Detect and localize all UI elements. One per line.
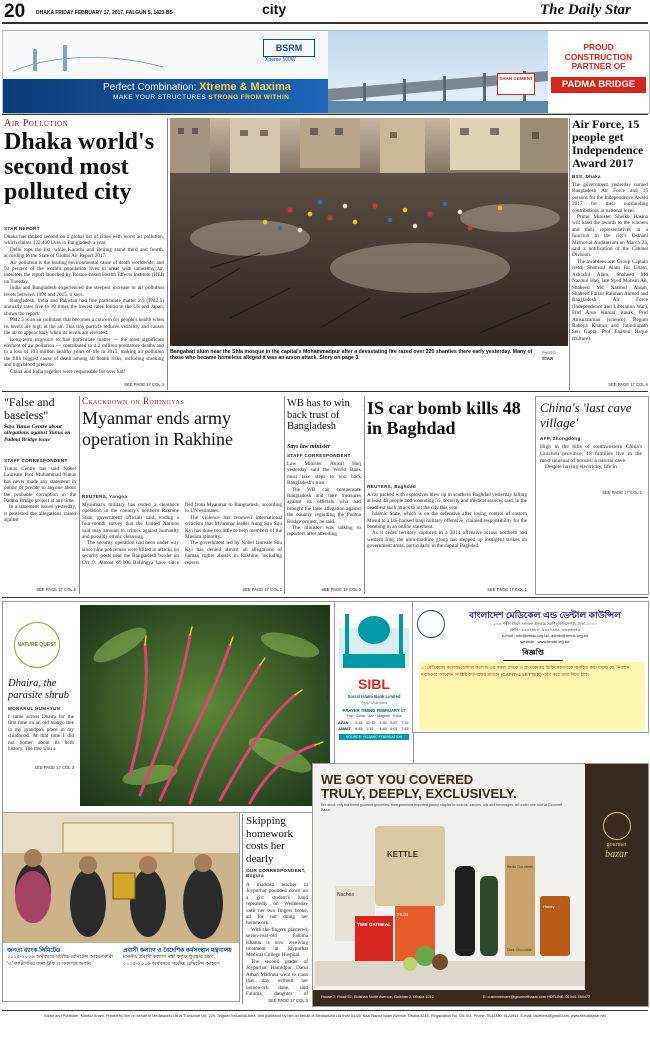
sibl-mosque-art <box>335 606 413 676</box>
wb-more[interactable]: SEE PAGE 17 COL 3 <box>321 587 361 592</box>
homework-more[interactable]: SEE PAGE 17 COL 3 <box>268 998 308 1003</box>
award-caption-left-title: জনতা ব্যাংক লিমিটেড <box>7 948 61 954</box>
award-caption-right-title: প্রবাসী কল্যাণ ও বৈদেশিক কর্মসংস্থান মন্ত্রণালয় <box>123 948 232 954</box>
lead-p4: India and Bangladesh experienced the steepest increase in air pollution levels between 1990 and 2015, it says. <box>4 285 164 298</box>
cave-more[interactable]: SEE PAGE 17 COL 1 <box>602 490 642 495</box>
baghdad-byline: REUTERS, Baghdad <box>367 484 416 489</box>
ad-bottom-rule <box>2 114 648 115</box>
ad-subline-b: STRONG FROM WITHIN <box>208 94 290 101</box>
baghdad-p2: Islamic State, which is on the defensive after losing control of eastern Mosul to a US-backed Iraqi military offensive, claimed responsibility for the bombing in an online statement. <box>367 511 527 531</box>
dhaira-shrub-photo[interactable] <box>80 605 330 806</box>
prayer-cell: 12:35 <box>366 721 376 725</box>
dental-notice-heading: বিজ্ঞপ্তি <box>503 648 563 661</box>
homework-headline[interactable]: Skipping homework costs her dearly <box>246 815 294 865</box>
award-headline[interactable]: Air Force, 15 people get Independence Award 2017 <box>572 117 644 170</box>
proud-line-3: PARTNER OF <box>571 61 626 71</box>
bazar-logo-2: bazar <box>605 849 628 860</box>
cave-byline: AFP, Zhongdong <box>540 436 581 441</box>
prayer-table <box>337 720 411 732</box>
bazar-logo-panel <box>585 764 648 1006</box>
slum-fire-photo[interactable] <box>170 118 568 346</box>
wb-p1: Law Minister Anisul Huq yesterday said the World Bank must take steps to win back Bangladesh's trust. <box>287 461 361 487</box>
award-p1: The government yesterday named Bangladesh Air Force and 15 persons for the Independence Award 2017 for their outstanding contributions at national level. <box>572 182 648 214</box>
rohingya-more[interactable]: SEE PAGE 17 COL 1 <box>242 587 282 592</box>
cave-body <box>540 444 642 504</box>
sibl-tagline: Trust Unlimited <box>360 700 388 705</box>
bazar-product-nachos: Nachos <box>337 892 354 898</box>
photo-caption: Bangabari slum near the Shia mosque in the capital's Mohammadpur after a devastating fire razed over 220 shanties there early yesterday. Many of those who became homeless alleged it was an arson attack. Story on page 3. <box>170 349 533 362</box>
paper-name: The Daily Star <box>540 2 631 18</box>
shrub-headline[interactable]: Dhaira, the parasite shrub <box>8 678 69 701</box>
shrub-p1: I came across Dhaira for the first time on an old mango tree in my grandpa's place in my childhood. At that time I did not bother about its herb history. The tree won a <box>8 714 74 753</box>
bazar-logo-1: gourmet <box>606 842 627 848</box>
dental-email: e-mail : info@bmdc.org.bd, admin@bmdc.org.bd <box>501 633 589 638</box>
footer-imprint: Editor and Publisher: Mahfuz Anam. Printed by him on behalf of Mediaworld Ltd at Transcraft Ltd, 229, Tejgaon Industrial Area, and published by him on behalf of Mediaworld Ltd from 64-65, Kazi Nazrul Islam Avenue, Dhaka-1215. Registration No. DA 781. Phone: 9144330, 8124944. E-mail: dsletters@gmail.com. www.thedailystar.net <box>44 1014 606 1018</box>
dhaira-shrub-art <box>80 605 330 806</box>
rohingya-body <box>82 502 282 586</box>
lead-p1: Dhaka has ranked second on a global list of cities with worst air pollution, which claims 122,400 lives in Bangladesh a year. <box>4 234 164 247</box>
award-more[interactable]: SEE PAGE 17 COL 6 <box>608 382 648 387</box>
lead-p3: Air pollution is the leading environmental cause of death worldwide, and 92 percent of the world's population lives in areas with unhealthy air, monitors the report launched by Boston-based Health Effects Institute (HEI) on Tuesday. <box>4 259 164 285</box>
false-headline[interactable]: "False and baseless" <box>4 395 55 422</box>
bazar-product-oatmeal: TIME OATMEAL <box>357 922 391 927</box>
shrub-more[interactable]: SEE PAGE 17 COL 3 <box>34 765 74 770</box>
ad-tagline-products: Xtreme & Maxima <box>199 81 291 93</box>
bazar-logo-mark <box>603 812 631 840</box>
masthead-rule <box>2 22 648 24</box>
cave-p1: High in the hills of southwestern China's Guizhou province, 18 families live in the most unusual of houses: a natural cave. <box>540 444 642 464</box>
bazar-product-kettle: KETTLE <box>387 850 419 859</box>
prayer-note: Fajr · Zohar · Asr · Maghrib · Esha <box>346 714 402 718</box>
shah-cement-logo: SHAH CEMENT <box>497 73 535 95</box>
dental-phones: ফোন : ৯৩৩৭৮৮৮, ৯৩৩৭৩৫৯, ৯৩৩৬৩৫৯ <box>509 627 581 632</box>
cave-p2: Despite having electricity, life in <box>545 464 617 471</box>
baghdad-more[interactable]: SEE PAGE 17 COL 1 <box>487 587 527 592</box>
award-byline: BSS, Dhaka <box>572 174 601 179</box>
wb-subhead: Says law minister <box>287 444 331 450</box>
rohingya-byline: REUTERS, Yangon <box>82 494 128 499</box>
lead-body <box>4 234 164 382</box>
dental-notice-body: ১। মেডিক্যাল কলেজ/ডেন্টাল কলেজ এর সকল স্নাতক ও স্নাতকোত্তর চিকিৎসকগণকে অবহিত করা যাচ্ছে যে, নিবন্ধন নবায়নের আবেদন সংশ্লিষ্ট কর্তৃপক্ষের মাধ্যমে (CAPITAL LETTER) পূরণ করে জমা দিতে হবে। <box>419 662 645 730</box>
homework-p2: With the fingers plastered, seven-year-old Fahima Khatun is now receiving treatment at Joypurhat Medical College Hospital. <box>246 926 308 959</box>
false-subhead: Says Yunus Centre about allegations against Yunus on Padma Bridge issue <box>4 424 71 443</box>
dental-logo <box>417 610 445 638</box>
bazar-headline-2: TRULY, DEEPLY, EXCLUSIVELY. <box>321 786 517 801</box>
homework-p1: A madrasa teacher in Joypurhat pounded down on a girl student's hand repeatedly on Wednesday until her two fingers broke, all for not doing her homework. <box>246 882 308 927</box>
award-body <box>572 182 648 382</box>
baghdad-headline[interactable]: IS car bomb kills 48 in Baghdad <box>367 398 521 438</box>
row-rule-2 <box>2 597 648 598</box>
homework-body <box>246 882 308 996</box>
false-byline: STAFF CORRESPONDENT <box>4 458 68 463</box>
rohingya-p1: Myanmar's military has ended a clearance operation in the country's northern Rakhine State, government officials said, ending a four-month survey that the United Nations said may amount to crimes against humanity and possibly ethnic cleansing. <box>82 502 179 541</box>
ad-tagline-prefix: Perfect Combination: <box>103 82 197 93</box>
col-divider-5 <box>364 396 365 594</box>
ad-subline <box>113 94 289 101</box>
shrub-byline: MONARUL HUMAYUN <box>8 706 61 711</box>
rohingya-p3: The violence has renewed international criticism that Myanmar leader Aung San Suu Kyi has done too little to help members of the Muslim minority. <box>185 514 282 541</box>
col-divider-4 <box>284 396 285 594</box>
lead-p5: Bangladesh, India and Pakistan had fine particulate matter 2.5 (PM2.5) annually rates five to 10 times the lowest rates found in the US and Japan, shows the report. <box>4 298 164 317</box>
photo-credit-label: PHOTO: <box>542 351 557 355</box>
bazar-products-art <box>315 816 585 986</box>
prayer-cell: 4:30 <box>379 721 387 725</box>
rohingya-headline[interactable]: Myanmar ends army operation in Rakhine <box>82 408 233 449</box>
prayer-cell: 5:15 <box>355 721 363 725</box>
section-title: city <box>262 1 287 17</box>
prayer-cell: JAMAT <box>338 727 351 731</box>
dateline: DHAKA FRIDAY FEBRUARY 17, 2017, FALGUN 5, 1423 BS <box>36 10 173 16</box>
sibl-logo: SIBL <box>358 676 390 692</box>
cave-headline[interactable]: China's 'last cave village' <box>540 400 632 430</box>
prayer-cell: AZAN <box>338 721 349 725</box>
proud-line-1: PROUD <box>583 42 614 52</box>
dental-website: website : www.bmdc.org.bd <box>520 639 570 644</box>
dental-address: ২০৩, শহীদ সৈয়দ নজরুল ইসলাম সরণি (বিজয়নগর), ঢাকা-১০০০ <box>492 621 598 626</box>
rohingya-kicker: Crackdown on Rohingyas <box>82 396 185 406</box>
lead-more[interactable]: SEE PAGE 17 COL 4 <box>124 382 164 387</box>
gourmet-bazar-ad[interactable] <box>312 763 649 1007</box>
ad-subline-a: MAKE YOUR STRUCTURES <box>113 94 207 101</box>
prayer-cell: 7:45 <box>401 727 409 731</box>
footer-rule <box>2 1010 648 1011</box>
homework-p3: The second grader of Joypurhat Hamidpur Darul Aman Madrasa went to class that day without her homework done, said Fahima, daughter of <box>246 958 308 996</box>
proud-partner-text <box>551 43 646 72</box>
lead-kicker: Air Pollution <box>4 118 69 129</box>
prayer-cell: 6:01 <box>390 727 398 731</box>
false-body <box>4 466 76 586</box>
homework-byline: OUR CORRESPONDENT, Bogura <box>246 868 306 878</box>
bazar-footer-contact: E: customercare@gourmetbazar.com HOTLINE: 01944-784477 <box>483 995 591 999</box>
rohingya-p4: The government led by Nobel laureate Suu Kyi has denied almost all allegations of human rights abuses in Rakhine, including reports <box>185 540 282 566</box>
proud-line-2: CONSTRUCTION <box>564 51 633 62</box>
lead-p6: PM2.5 is an air pollutant that becomes a concern for people's health when its levels are high in the air. This tiny particle reduces visibility and causes the air to appear hazy when its levels are elevated. <box>4 317 164 337</box>
lead-p8: China and India together were responsible for over half <box>10 368 125 375</box>
false-p1: Yunus Centre has said Nobel Laureate Prof Muhammad Yunus has never made any statement in public or private to anyone about the probable corruption in the Padma Bridge project at any time. <box>4 466 76 505</box>
shrub-body <box>8 714 74 764</box>
dental-council-title: বাংলাদেশ মেডিকেল এন্ড ডেন্টাল কাউন্সিল <box>469 610 621 620</box>
row-rule-1 <box>2 391 648 392</box>
col-divider-6 <box>242 814 243 1004</box>
wb-headline[interactable]: WB has to win back trust of Bangladesh <box>287 398 350 432</box>
rohingya-p2: The security operation had been under way since nine policemen were killed in attacks on security posts near the Bangladesh border on Oct 9. Almost 69,000 Rohingya have since fled from Myanmar to Bangladesh, according to UN estimates. <box>82 502 282 566</box>
prayer-cell: 5:45 <box>355 727 363 731</box>
dental-notice[interactable] <box>412 601 649 733</box>
bazar-footer <box>313 990 648 1006</box>
nature-quest-badge: NATURE QUEST <box>14 622 60 668</box>
col-divider-1 <box>167 118 168 390</box>
padma-bridge-badge: PADMA BRIDGE <box>551 77 646 93</box>
wb-p2: The WB can compensate Bangladesh and take measures against its officials who had brought the false allegation against the country regarding the Padma Bridge project, he said. <box>287 486 361 525</box>
wb-body <box>287 461 361 585</box>
lead-p7: Long-term exposure to fine particulate matter — the most significant element of air pollution — contributed to 4.2 million premature deaths and to a loss of 103 million healthy years of life in 2015, making air pollution the fifth biggest cause of death among all health risks, including smoking and high blood pressure. <box>4 336 164 369</box>
bsrm-ad[interactable] <box>2 30 650 114</box>
prayer-cell: 7:15 <box>401 721 409 725</box>
prayer-cell: 4:45 <box>379 727 387 731</box>
wb-byline: STAFF CORRESPONDENT <box>287 453 351 458</box>
bazar-product-chocolate: Dark Chocolate <box>507 948 532 952</box>
bsrm-sub: Xtreme 500W <box>265 57 296 63</box>
prayer-title: PRAYER TIMING FEBRUARY 17 <box>342 708 406 713</box>
false-p2: In a statement issued yesterday, it protested the allegations raised against <box>4 504 76 524</box>
bank-award-photo[interactable] <box>2 812 240 1002</box>
lead-p2: Delhi tops the list, while Karachi and Beijing stand third and fourth, according to the State of Global Air Report 2017. <box>4 246 164 260</box>
bazar-headline-1: WE GOT YOU COVERED <box>321 772 474 787</box>
baghdad-body <box>367 492 527 586</box>
sibl-full-name: Social Islami Bank Limited <box>347 694 401 699</box>
wb-p3: The minister was talking to reporters after attending <box>287 525 361 538</box>
bazar-product-oil: Avocado Oil <box>455 948 475 952</box>
prayer-source: SOURCE: ISLAMIC FOUNDATION <box>339 734 409 740</box>
bazar-product-honey: Honey <box>543 904 555 909</box>
prayer-cell: 5:57 <box>390 721 398 725</box>
shrub-photo-credit: PHOTO: MONARUL HUMAYUN <box>326 645 330 700</box>
col-divider-3 <box>79 396 80 594</box>
lead-headline[interactable]: Dhaka world's second most polluted city <box>4 129 155 205</box>
award-caption-right: মাননীয় প্রবাসী কল্যাণ মন্ত্রী কর্তৃক পুরস্কার গ্রহণ, ২০১৫-২০১৬ অর্থবছরে সর্বোচ্চ রেমিটেন্স আহরণ <box>123 954 220 967</box>
award-p2: Prime Minister Sheikh Hasina will hand the awards to the winners and their representatives at a function in the city's Osmani Memorial Auditorium on March 23, said a notification of the Cabinet Division. <box>572 214 648 259</box>
lead-byline: STAR REPORT <box>4 226 40 231</box>
bazar-footer-address: House 7, Road 52, Gulshan North Avenue, Gulshan 2, Dhaka 1212 <box>321 995 434 999</box>
award-p3: The awardees are: Group Captain (retd) Shamsul Alam Bir Uttam, Ashraful Alam, Shaheed Md Nazmul Haq, late Syed Mohsin Ali, Shaheed Md Nazmul Ahsan, Shaheed Faizur Rahman Ahmed and Bangladesh Air Force (Independence and Liberation War), Prof Arun Kumar Basak, Prof Anisuzzaman (science), Begum Rabeya Khatun and Jatindranath Sen Gupta, Prof Enamul Haque (culture). <box>572 258 648 342</box>
photo-credit-name: STAR <box>542 356 554 361</box>
bazar-product-bella: Bella Gourmet <box>507 864 533 869</box>
bank-award-art <box>3 813 239 943</box>
prayer-row-jamat <box>337 726 411 732</box>
page-number: 20 <box>4 1 26 22</box>
ad-tagline <box>103 81 291 93</box>
prayer-cell: 1:15 <box>366 727 374 731</box>
col-divider-2 <box>569 118 570 390</box>
bazar-body: We stock only the finest gourmet groceries, from premium imported pantry staples to snacks, sauces, oils and beverages, all under one roof at Gourmet Bazar. <box>321 803 563 812</box>
baghdad-p1: A car packed with explosives blew up in southern Baghdad yesterday killing at least 48 people and wounding 55, security and medical sources said, in the deadliest such attack to hit the city this year. <box>367 492 527 511</box>
slum-fire-photo-art <box>170 118 568 346</box>
bsrm-logo: BSRM <box>263 39 315 57</box>
false-more[interactable]: SEE PAGE 17 COL 5 <box>36 587 76 592</box>
bazar-product-fruits: Fruits <box>397 912 409 917</box>
baghdad-p3: As it cedes territory captured in a 2014 offensive across northern and western Iraq, the ultra-hardline group has stepped up insurgent strikes on government areas, particularly in the capital Baghdad. <box>367 530 527 550</box>
award-caption-left: ২০১৫-২০১৬ অর্থবছরে সর্বোচ্চ রেমিটেন্স আহরণকারী 'এ' ক্যাটাগরির জন্য ট্রফি ও সনদপত্র অর্জন <box>7 954 113 967</box>
